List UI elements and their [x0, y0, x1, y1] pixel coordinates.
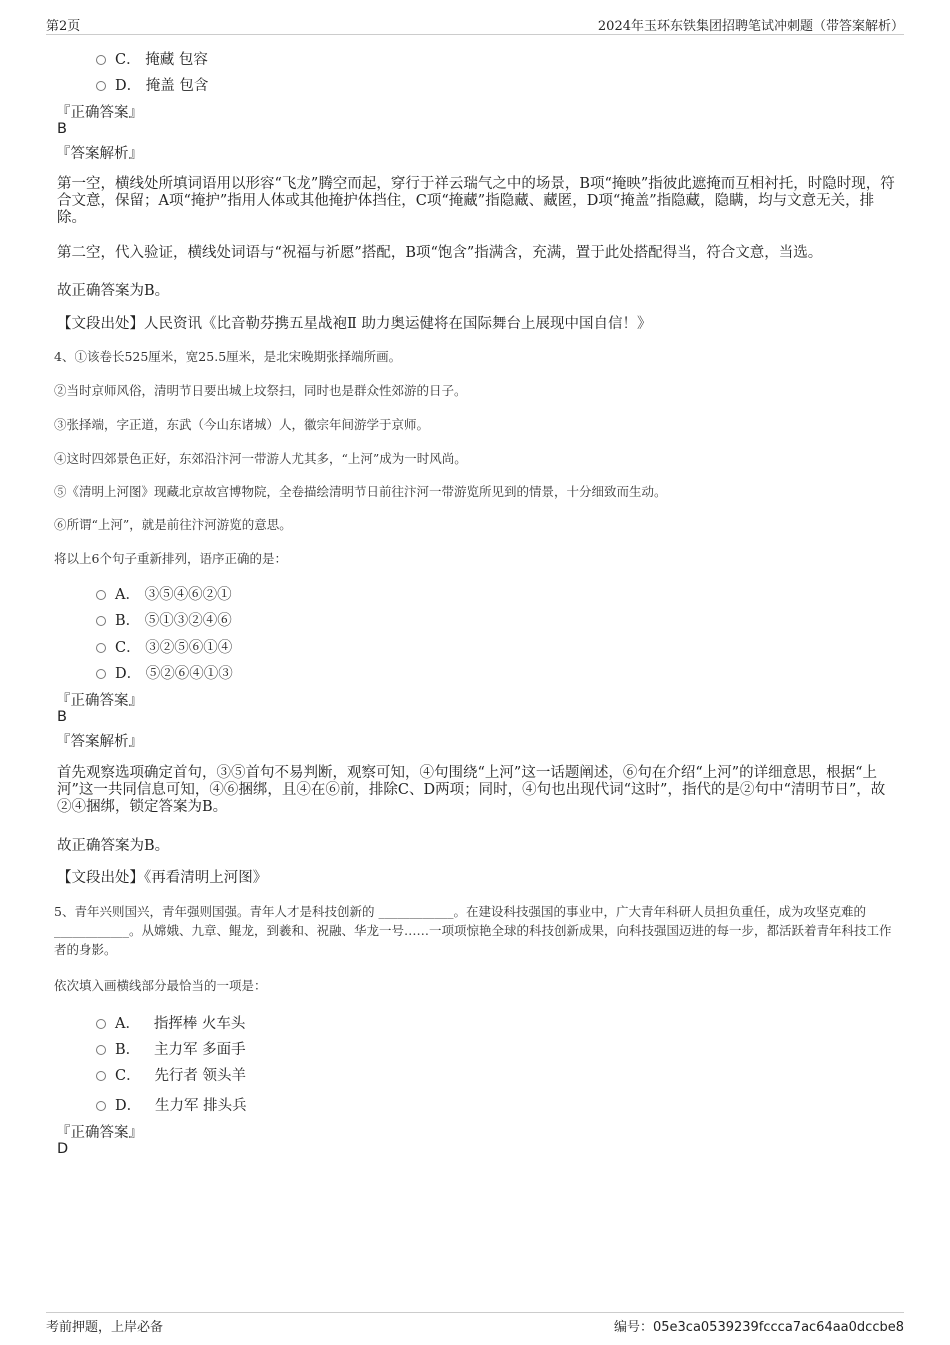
q5-option-d[interactable]: D． 生力军 排头兵: [96, 1094, 247, 1115]
q5-prompt: 依次填入画横线部分最恰当的一项是：: [54, 978, 267, 993]
q3-analysis-para1: 第一空，横线处所填词语用以形容“飞龙”腾空而起，穿行于祥云瑞气之中的场景，B项“掩映”指彼此遮掩而互相衬托，时隐时现，符合文意，保留；A项“掩护”指用人体或其他掩护体挡住，C项“掩藏”指隐藏、藏匿，D项“掩盖”指隐藏，隐瞒，均与文意无关，排除。: [57, 176, 895, 226]
page-header: [46, 14, 904, 35]
q4-analysis-label: 『答案解析』: [56, 734, 143, 750]
q5-option-a[interactable]: A． 指挥棒 火车头: [96, 1012, 245, 1033]
q3-answer-label: 『正确答案』: [56, 105, 143, 121]
q4-sentence: ④这时四郊景色正好，东郊沿汴河一带游人尤其多，“上河”成为一时风尚。: [54, 451, 467, 466]
page-footer: [46, 1312, 904, 1335]
radio-icon[interactable]: [96, 590, 106, 600]
q3-conclusion: 故正确答案为B。: [57, 283, 170, 299]
q5-answer: D: [57, 1141, 69, 1157]
q4-source: 【文段出处】《再看清明上河图》: [57, 870, 268, 886]
blank-2: ____________: [54, 923, 129, 938]
page-number: 第2页: [46, 19, 81, 34]
q5-answer-label: 『正确答案』: [56, 1125, 143, 1141]
q4-prompt: 将以上6个句子重新排列，语序正确的是：: [54, 551, 287, 566]
q4-answer: B: [57, 709, 67, 725]
q4-sentence: 4、①该卷长525厘米，宽25.5厘米，是北宋晚期张择端所画。: [54, 349, 402, 364]
q4-option-a[interactable]: A． ③⑤④⑥②①: [96, 583, 232, 604]
q4-sentence: ②当时京师风俗，清明节日要出城上坟祭扫，同时也是群众性郊游的日子。: [54, 383, 467, 398]
q3-answer: B: [57, 121, 67, 137]
q4-analysis-para1: 首先观察选项确定首句，③⑤首句不易判断，观察可知，④句围绕“上河”这一话题阐述，⑥句在介绍“上河”的详细意思，根据“上河”这一共同信息可知，④⑥捆绑，且④在⑥前，排除C、D两项；同时，④句也出现代词“这时”，指代的是②句中“清明节日”，故②④捆绑，锁定答案为B。: [57, 765, 886, 815]
document-title: 2024年玉环东铁集团招聘笔试冲刺题（带答案解析）: [597, 19, 904, 34]
q3-option-d[interactable]: D． 掩盖 包含: [96, 74, 208, 95]
blank-1: ____________: [378, 904, 454, 919]
q5-option-b[interactable]: B． 主力军 多面手: [96, 1038, 246, 1059]
q5-stem: 5、青年兴则国兴，青年强则国强。青年人才是科技创新的 ____________。在建设科技强国的事业中，广大青年科研人员担负重任，成为攻坚克难的 ____________。从嫦娥、九章、鲲龙，到羲和、祝融、华龙一号……一项项惊艳全球的科技创新成果，向科技强国迈进的每一步，都活跃着青年科技工作者的身影。: [54, 904, 892, 957]
radio-icon[interactable]: [96, 1101, 106, 1111]
radio-icon[interactable]: [96, 643, 106, 653]
q3-analysis-para2: 第二空，代入验证，横线处词语与“祝福与祈愿”搭配，B项“饱含”指满含，充满，置于此处搭配得当，符合文意，当选。: [57, 245, 823, 261]
document-code: 编号：05e3ca0539239fccca7ac64aa0dccbe8: [613, 1320, 904, 1335]
q4-option-b[interactable]: B． ⑤①③②④⑥: [96, 609, 232, 630]
q4-sentence: ③张择端，字正道，东武（今山东诸城）人，徽宗年间游学于京师。: [54, 417, 430, 432]
radio-icon[interactable]: [96, 55, 106, 65]
radio-icon[interactable]: [96, 616, 106, 626]
q4-conclusion: 故正确答案为B。: [57, 838, 170, 854]
q4-option-c[interactable]: C． ③②⑤⑥①④: [96, 636, 232, 657]
radio-icon[interactable]: [96, 81, 106, 91]
radio-icon[interactable]: [96, 1019, 106, 1029]
footer-slogan: 考前押题，上岸必备: [46, 1320, 164, 1335]
radio-icon[interactable]: [96, 1045, 106, 1055]
q3-analysis-label: 『答案解析』: [56, 146, 143, 162]
q4-answer-label: 『正确答案』: [56, 693, 143, 709]
radio-icon[interactable]: [96, 1071, 106, 1081]
q3-option-c[interactable]: C． 掩藏 包容: [96, 48, 208, 69]
q4-sentence: ⑥所谓“上河”，就是前往汴河游览的意思。: [54, 517, 292, 532]
radio-icon[interactable]: [96, 669, 106, 679]
q3-source: 【文段出处】人民资讯《比音勒芬携五星战袍Ⅱ 助力奥运健将在国际舞台上展现中国自信！》: [57, 316, 652, 332]
q5-option-c[interactable]: C． 先行者 领头羊: [96, 1064, 246, 1085]
q4-sentence: ⑤《清明上河图》现藏北京故宫博物院，全卷描绘清明节日前往汴河一带游览所见到的情景，十分细致而生动。: [54, 484, 667, 499]
q4-option-d[interactable]: D． ⑤②⑥④①③: [96, 662, 233, 683]
